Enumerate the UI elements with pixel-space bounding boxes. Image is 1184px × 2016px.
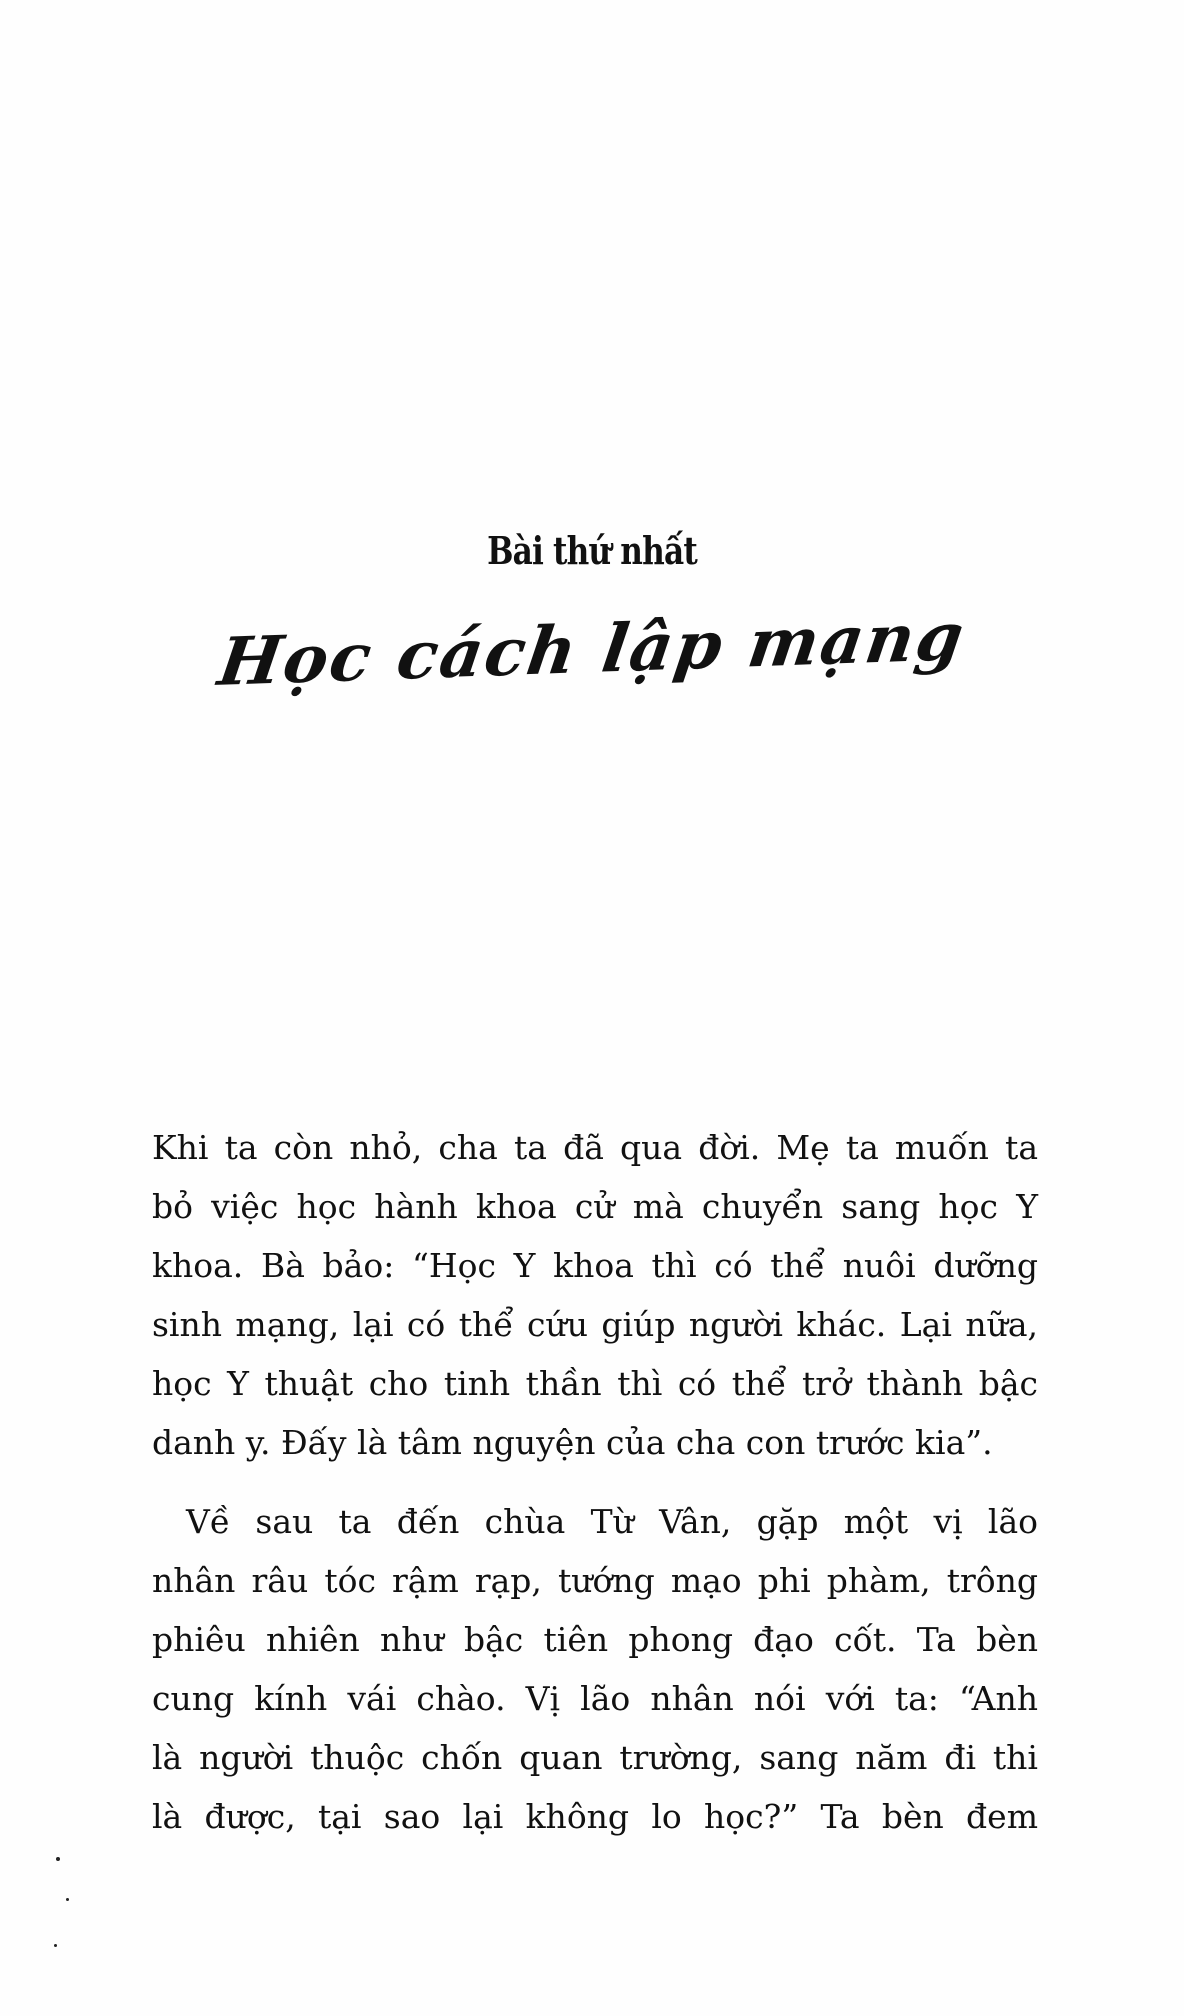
text-line: khoa. Bà bảo: “Học Y khoa thì có thể nuôi dưỡng	[152, 1246, 1038, 1285]
scan-speck	[54, 1944, 57, 1947]
text-line: nhân râu tóc rậm rạp, tướng mạo phi phàm, trông	[152, 1561, 1038, 1600]
body-text	[152, 1118, 1038, 1846]
chapter-label: Bài thứ nhất	[487, 528, 697, 573]
text-line: cung kính vái chào. Vị lão nhân nói với ta: “Anh	[152, 1679, 1038, 1718]
paragraph	[152, 1492, 1038, 1846]
text-line: bỏ việc học hành khoa cử mà chuyển sang học Y	[152, 1187, 1038, 1226]
text-line: Về sau ta đến chùa Từ Vân, gặp một vị lão	[186, 1502, 1038, 1541]
scan-speck	[66, 1898, 69, 1901]
text-line: sinh mạng, lại có thể cứu giúp người khác. Lại nữa,	[152, 1305, 1038, 1344]
text-line: Khi ta còn nhỏ, cha ta đã qua đời. Mẹ ta muốn ta	[152, 1128, 1038, 1167]
text-line: là người thuộc chốn quan trường, sang năm đi thi	[152, 1738, 1038, 1777]
text-line: danh y. Đấy là tâm nguyện của cha con trước kia”.	[152, 1423, 993, 1462]
text-line: là được, tại sao lại không lo học?” Ta bèn đem	[152, 1797, 1038, 1836]
text-line: phiêu nhiên như bậc tiên phong đạo cốt. Ta bèn	[152, 1620, 1038, 1659]
paragraph	[152, 1118, 1038, 1472]
text-line: học Y thuật cho tinh thần thì có thể trở thành bậc	[152, 1364, 1038, 1403]
chapter-title: Học cách lập mạng	[213, 597, 971, 701]
scan-speck	[56, 1857, 60, 1861]
